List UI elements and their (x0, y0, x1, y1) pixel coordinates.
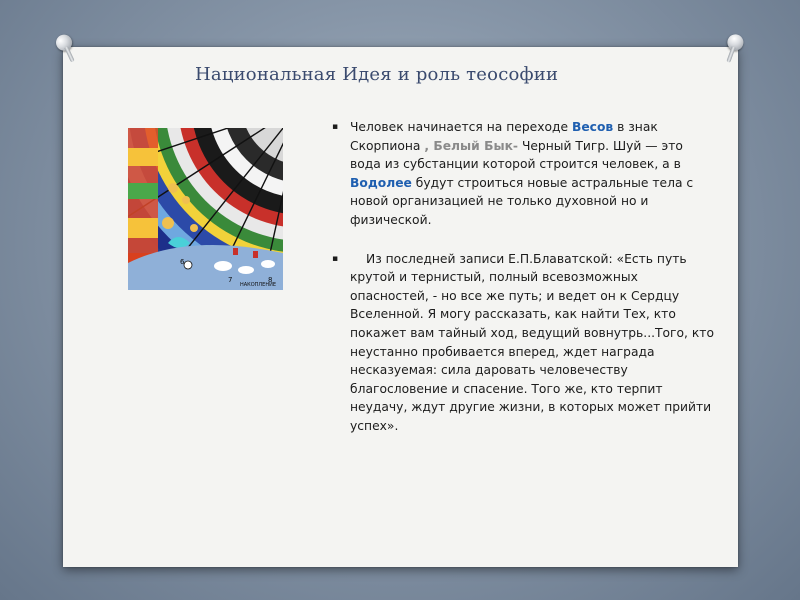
highlight-libra: Весов (571, 120, 614, 134)
text-run: Черный Тигр. Шуй — это вода из субстанции которой строится человек, а в (350, 138, 683, 172)
bullet-paragraph-1 (330, 118, 715, 230)
illustration-number: 6 (180, 258, 185, 266)
illustration-number: 7 (228, 276, 233, 284)
illustration-caption: НАКОПЛЕНИЕ (240, 282, 277, 288)
highlight-white-bull: , Белый Бык- (424, 138, 519, 153)
bullet-paragraph-2 (330, 250, 715, 436)
bullet-icon: ▪ (332, 122, 339, 132)
slide-title: Национальная Идея и роль теософии (195, 64, 559, 85)
bullet-icon: ▪ (332, 253, 339, 264)
zodiac-wheel-illustration (128, 128, 283, 290)
text-run: будут строиться новые астральные тела с новой организацией не только духовной но и физической. (350, 175, 694, 227)
text-run: Человек начинается на переходе (350, 120, 572, 134)
text-run: Из последней записи Е.П.Блаватской: (366, 251, 617, 266)
illustration-number: 8 (268, 276, 273, 284)
highlight-aquarius: Водолее (350, 175, 412, 190)
blavatsky-quote: «Есть путь крутой и тернистый, полный всевозможных опасностей, - но все же путь; и ведет он к Сердцу Вселенной. Я могу рассказать, как найти Тех, кто покажет вам тайный ход, ведущий вовнутрь...Того, кто неустанно пробивается вперед, ждет награда несказуемая: сила даровать человечеству благословение и спасение. Того же, кто терпит неудачу, ждут другие жизни, в которых может прийти успех». (350, 251, 714, 433)
text-run: в знак Скорпиона (350, 120, 658, 153)
content-body (330, 118, 715, 436)
